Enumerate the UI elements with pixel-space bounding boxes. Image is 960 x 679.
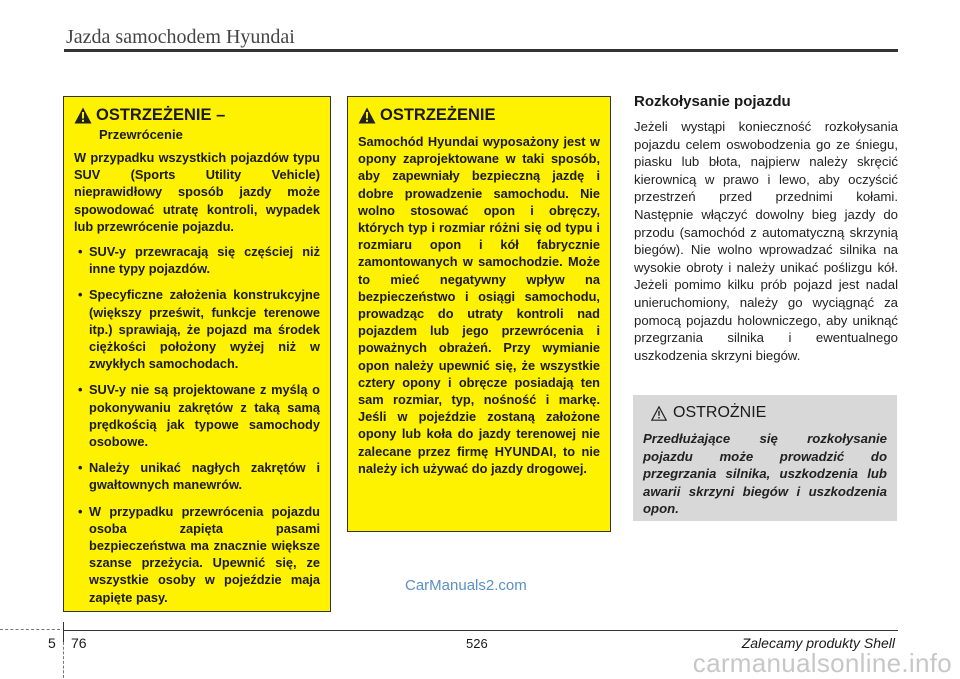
warning-box-rollover (63, 96, 331, 612)
warning-bullet: • Specyficzne założenia konstrukcyjne (większy prześwit, funkcje terenowe itp.) sprawiają, że pojazd ma środek ciężkości położony wyżej niż w zwykłych samochodach. (74, 286, 320, 372)
warning-bullet: • SUV-y nie są projektowane z myślą o pokonywaniu zakrętów z taką samą prędkością jak typowe samochody osobowe. (74, 381, 320, 450)
caution-body: Przedłużające się rozkołysanie pojazdu może prowadzić do przegrzania silnika, uszkodzenia lub awarii skrzyni biegów i uszkodzenia opon. (643, 431, 887, 516)
caution-triangle-icon (651, 406, 667, 421)
warning-bullet: • SUV-y przewracają się częściej niż inne typy pojazdów. (74, 243, 320, 277)
warning-bullet: • Należy unikać nagłych zakrętów i gwałtownych manewrów. (74, 459, 320, 493)
warning-title: OSTRZEŻENIE (380, 106, 496, 124)
warning-heading (74, 105, 320, 125)
source-watermark: carmanualsonline.info (692, 648, 952, 678)
warning-title: OSTRZEŻENIE – (96, 106, 226, 124)
warning-triangle-icon (358, 107, 376, 124)
footer-rule (64, 630, 898, 631)
pdf-page-number: 526 (466, 636, 488, 651)
warning-body: Samochód Hyundai wyposażony jest w opony zaprojektowane w taki sposób, aby zapewniały bezpieczną jazdę i dobre prowadzenie samochodu. Nie wolno stosować opon i obręczy, których typ i rozmiar różni się od typu i rozmiaru opon i kół fabrycznie zamontowanych w samochodzie. Może to mieć negatywny wpływ na bezpieczeństwo i osiągi samochodu, prowadząc do utraty kontroli nad pojazdem lub jego przewrócenia i poważnych obrażeń. Przy wymianie opon należy upewnić się, że wszystkie cztery opony i obręcze posiadają ten sam rozmiar, typ, nośność i markę. Jeśli w pojeździe zostaną założone opony lub koła do jazdy terenowej nie zalecane przez firmę HYUNDAI, to nie należy ich używać do jazdy drogowej. (358, 134, 600, 476)
warning-subtitle: Przewrócenie (99, 127, 183, 142)
section-body: Jeżeli wystąpi konieczność rozkołysania pojazdu celem oswobodzenia go ze śniegu, piasku lub błota, najpierw należy skręcić kierownicą w prawo i lewo, aby oczyścić przestrzeń przed przednimi kołami. Następnie włączyć dowolny bieg jazdy do przodu (samochód z automatyczną skrzynią biegów). Nie wolno wprowadzać silnika na wysokie obroty i należy unikać poślizgu kół. Jeżeli pomimo kilku prób pojazd jest nadal unieruchomiony, należy go wyciągnąć za pomocą pojazdu holowniczego, aby uniknąć przegrzania silnika i ewentualnego uszkodzenia skrzyni biegów. (634, 119, 898, 363)
footer-slogan: Zalecamy produkty Shell (741, 635, 895, 651)
crop-mark-horizontal (0, 629, 60, 630)
watermark-link[interactable]: CarManuals2.com (405, 577, 527, 594)
page-number: 76 (71, 635, 87, 651)
footer-divider (63, 622, 64, 642)
warning-triangle-icon (74, 107, 92, 124)
caution-heading (651, 404, 887, 422)
caution-box (633, 395, 897, 521)
header-title: Jazda samochodem Hyundai (66, 26, 295, 48)
warning-bullet-list (74, 243, 320, 606)
caution-title: OSTROŻNIE (673, 404, 767, 421)
warning-heading (358, 105, 600, 125)
crop-mark-vertical (63, 642, 64, 678)
section-title: Rozkołysanie pojazdu (634, 93, 791, 110)
warning-bullet: • W przypadku przewrócenia pojazdu osoba zapięta pasami bezpieczeństwa ma znacznie większe szanse przeżycia. Upewnić się, ze wszystkie osoby w pojeździe maja zapięte pasy. (74, 503, 320, 606)
warning-box-tires (347, 96, 611, 532)
warning-intro: W przypadku wszystkich pojazdów typu SUV (Sports Utility Vehicle) nieprawidłowy sposób jazdy może spowodować utratę kontroli, wypadek lub przewrócenie pojazdu. (74, 150, 320, 234)
header-rule (64, 49, 898, 52)
chapter-number: 5 (48, 635, 56, 651)
